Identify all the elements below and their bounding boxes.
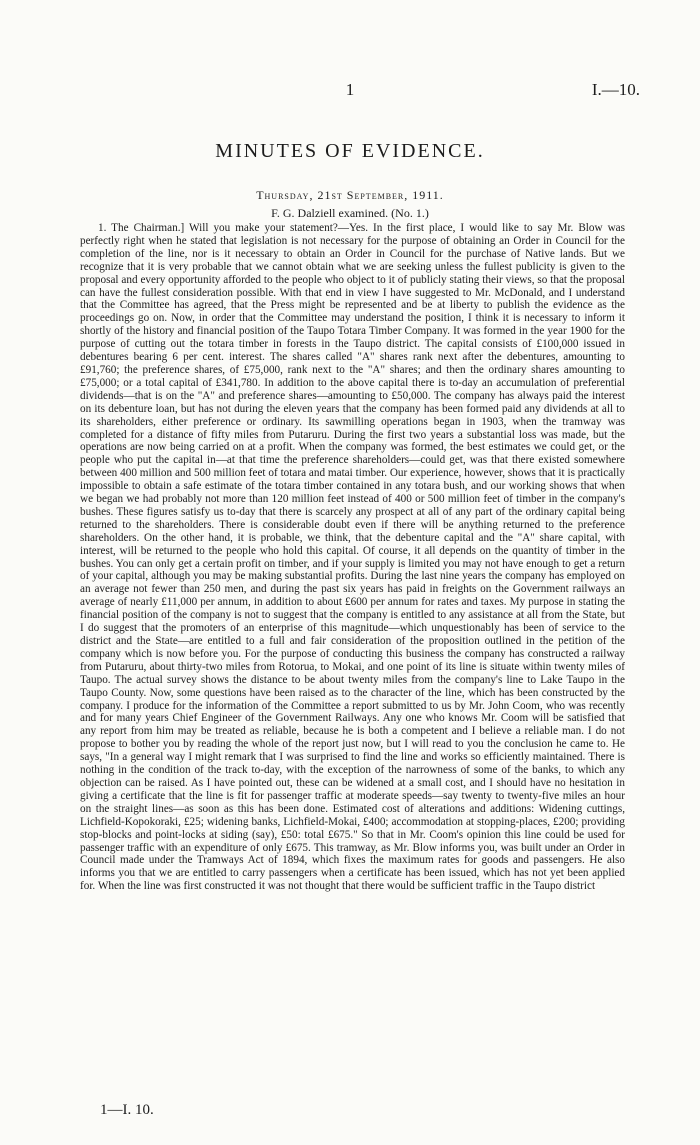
document-reference: I.—10. [591,80,640,99]
page-title: MINUTES OF EVIDENCE. [215,140,485,162]
evidence-paragraph: 1. The Chairman.] Will you make your statement?—Yes. In the first place, I would like to say Mr. Blow was perfectly right when he stated that legislation is not necessary for the purpose of obtaining an Order in Council for the completion of the line, nor is it necessary to obtain an Order in Council for the purchase of Native lands. But we recognize that it is very probable that we cannot obtain what we are seeking unless the fullest publicity is given to the proposal and every opportunity afforded to the people who object to it of publicly stating their views, so that the proposal can have the fullest consideration possible. With that end in view I have suggested to Mr. McDonald, and I understand that the Committee has agreed, that the Press might be represented and be at liberty to publish the evidence as the proceedings go on. Now, in order that the Committee may understand the position, I think it is necessary to inform it shortly of the history and financial position of the Taupo Totara Timber Company. It was formed in the year 1900 for the purpose of cutting out the totara timber in forests in the Taupo district. The capital consists of £100,000 issued in debentures bearing 6 per cent. interest. The shares called "A" shares rank next after the debentures, amounting to £91,760; the preference shares, of £75,000, rank next to the "A" shares; and then the ordinary shares amounting to £75,000; or a total capital of £341,780. In addition to the above capital there is to-day an accumulation of preferential dividends—that is on the "A" and preference shares—amounting to £50,000. The company has always paid the interest on its debenture loan, but has not during the eleven years that the company has been formed paid any dividends at all to its shareholders, either preference or ordinary. Its sawmilling operations began in 1903, when the tramway was completed for a distance of fifty miles from Putaruru. During the first two years a substantial loss was made, but the operations are now being carried on at a profit. When the company was formed, the best estimates we could get, or the people who put the capital in—at that time the preference shareholders—could get, was that there existed somewhere between 400 million and 500 million feet of totara and matai timber. Our experience, however, shows that it is practically impossible to obtain a safe estimate of the totara timber contained in any totara bush, and our working shows that when we began we had probably not more than 120 million feet instead of 400 or 500 million feet of timber in the company's bushes. These figures satisfy us to-day that there is scarcely any prospect at all of any part of the ordinary capital being returned to the shareholders. There is considerable doubt even if there will be anything returned to the preference shareholders. On the other hand, it is probable, we think, that the debenture capital and the "A" share capital, with interest, will be returned to the people who hold this capital. Of course, it all depends on the quantity of timber in the bushes. You can only get a certain profit on timber, and if your supply is limited you may not have enough to get a return of your capital, although you may be making substantial profits. During the last nine years the company has employed on an average not fewer than 250 men, and during the past six years has paid in freights on the Government railways an average of nearly £11,000 per annum, in addition to about £600 per annum for rates and taxes. My purpose in stating the financial position of the company is not to suggest that the company is entitled to any assistance at all from the State, but I do suggest that the promoters of an enterprise of this magnitude—which unquestionably has been of service to the district and the State—are entitled to a full and fair consideration of the proposition outlined in the petition of the company which is now before you. For the purpose of conducting this business the company has constructed a railway from Putaruru, about thirty-two miles from Rotorua, to Mokai, and one point of its line is situate within twenty miles of Taupo. The actual survey shows the distance to be about twenty miles from the company's line to Lake Taupo in the Taupo County. Now, some questions have been raised as to the character of the line, which has been constructed by the company. I produce for the information of the Committee a report submitted to us by Mr. John Coom, who was recently and for many years Chief Engineer of the Government Railways. Any one who knows Mr. Coom will be satisfied that any report from him may be treated as reliable, because he is both a competent and I believe a reliable man. I do not propose to bother you by reading the whole of the report just now, but I will read to you the conclusion he came to. He says, "In a general way I might remark that I was surprised to find the line and works so efficiently maintained. There is nothing in the condition of the track to-day, with the exception of the narrowness of some of the banks, to which any objection can be raised. As I have pointed out, these can be widened at a small cost, and I should have no hesitation in giving a certificate that the line is fit for passenger traffic at moderate speeds—say twenty to twenty-five miles an hour on the straight lines—as soon as this has been done. Estimated cost of alterations and additions: Widening cuttings, Lichfield-Kopokoraki, £25; widening banks, Lichfield-Mokai, £400; accommodation at stopping-places, £200; providing stop-blocks and point-locks at siding (say), £50: total £675." So that in Mr. Coom's opinion this line could be used for passenger traffic with an expenditure of only £675. This tramway, as Mr. Blow informs you, was built under an Order in Council made under the Tramways Act of 1894, which fixes the maximum rates for goods and passengers. He also informs you that we are entitled to carry passengers when a certificate has been issued, which has not yet been applied for. When the line was first constructed it was not thought that there would be sufficient traffic in the Taupo district [80,222,625,893]
footer-reference: 1—I. 10. [100,1102,154,1118]
witness-line: F. G. Dalziell examined. (No. 1.) [271,206,429,220]
session-date: Thursday, 21st September, 1911. [256,188,444,202]
page-number: 1 [345,80,355,99]
evidence-body [80,222,625,893]
